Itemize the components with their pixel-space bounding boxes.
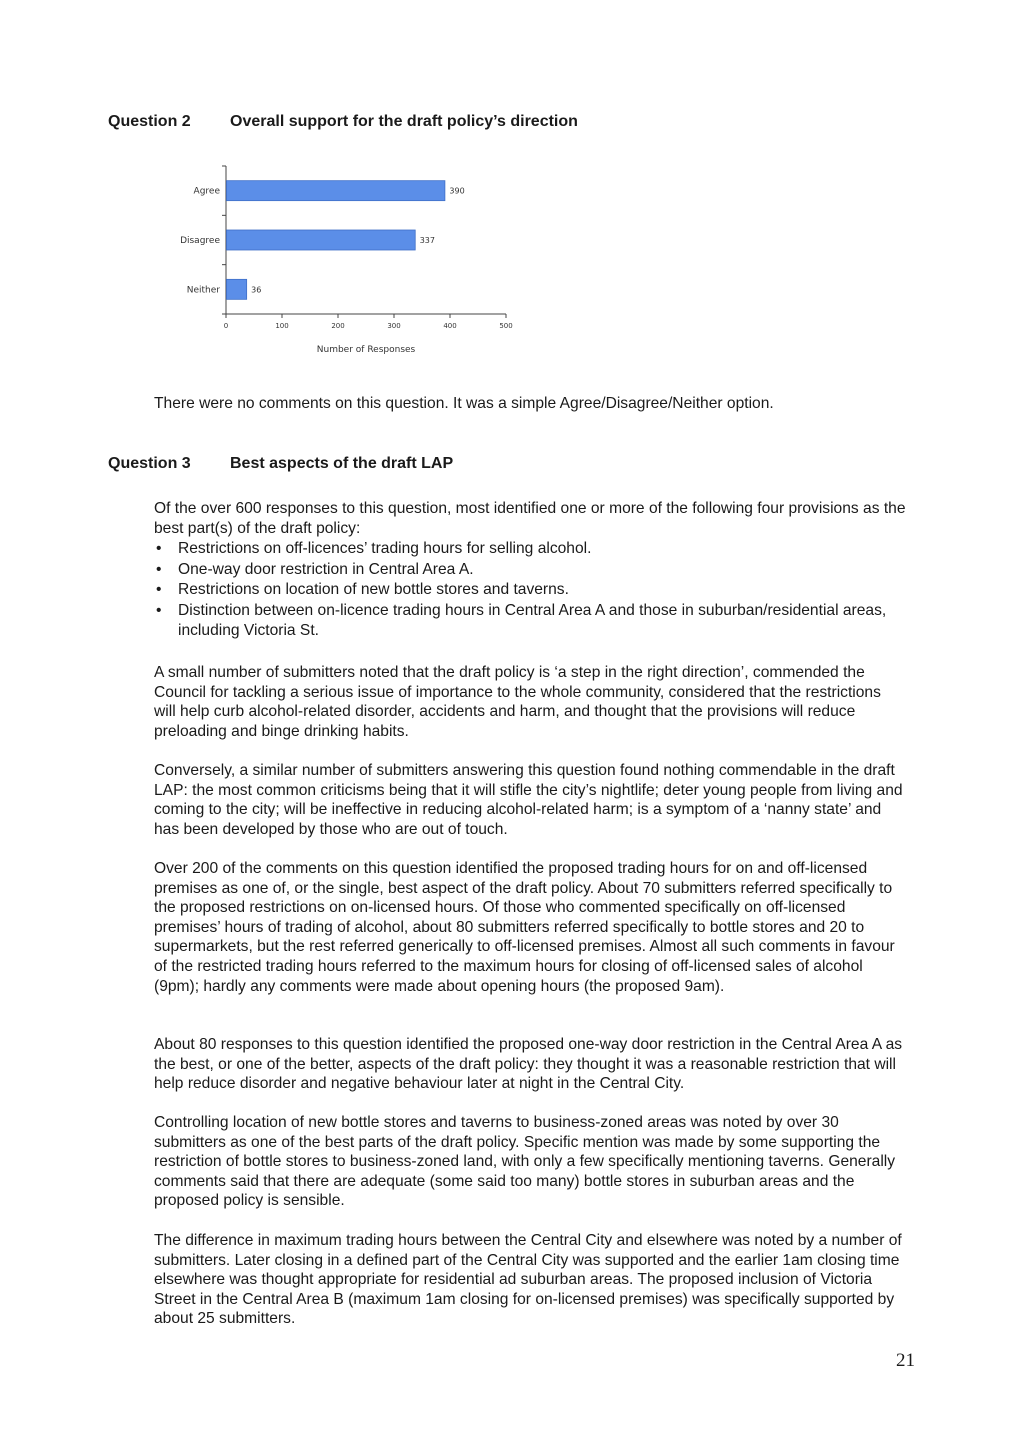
- paragraph-step-in-right-direction: A small number of submitters noted that the draft policy is ‘a step in the right direction’, commended the Council for tackling a serious issue of importance to the whole community, considered that the restrictions will help curb alcohol-related disorder, accidents and harm, and thought that the provisions will reduce preloading and binge drinking habits.: [154, 664, 881, 740]
- list-item: • One-way door restriction in Central Area A.: [154, 560, 906, 581]
- category-label: Disagree: [180, 236, 220, 246]
- x-axis-title: Number of Responses: [316, 345, 416, 355]
- bar: [227, 181, 445, 201]
- category-label: Agree: [193, 186, 220, 197]
- paragraph-trading-hours: Over 200 of the comments on this question identified the proposed trading hours for on and off-licensed premises as one of, or the single, best aspect of the draft policy. About 70 submitters referred specifically to the proposed restrictions on on-licensed hours. Of those who commented specifically on off-licensed premises’ hours of trading of alcohol, about 80 submitters referred specifically to bottle stores and 20 to supermarkets, but the rest referred generically to off-licensed premises. Almost all such comments in favour of the restricted trading hours referred to the maximum hours for closing of off-licensed sales of alcohol (9pm); hardly any comments were made about opening hours (the proposed 9am).: [154, 860, 895, 995]
- question-3-intro: Of the over 600 responses to this question, most identified one or more of the following four provisions as the best part(s) of the draft policy:: [154, 500, 906, 537]
- x-tick-label: 200: [331, 322, 345, 330]
- question-number: Question 3: [108, 455, 191, 472]
- x-tick-label: 500: [499, 322, 513, 330]
- bar: [227, 279, 247, 299]
- best-aspects-list: [154, 539, 906, 642]
- data-label: 390: [449, 186, 465, 196]
- x-tick-label: 0: [223, 322, 229, 330]
- bar: [227, 230, 416, 250]
- page-number: 21: [896, 1350, 915, 1371]
- category-label: Neither: [186, 285, 220, 296]
- x-tick-label: 100: [275, 322, 289, 330]
- x-tick-label: 400: [443, 322, 457, 330]
- question-2-comment: There were no comments on this question. It was a simple Agree/Disagree/Neither option.: [154, 395, 774, 412]
- question-title: Best aspects of the draft LAP: [230, 455, 454, 472]
- paragraph-criticisms: Conversely, a similar number of submitters answering this question found nothing commendable in the draft LAP: the most common criticisms being that it will stifle the city’s nightlife; deter young people from living and coming to the city; will be ineffective in reducing alcohol-related harm; is a symptom of a ‘nanny state’ and has been developed by those who are out of touch.: [154, 762, 903, 838]
- responses-bar-chart: [170, 160, 530, 360]
- list-item: • Restrictions on off-licences’ trading hours for selling alcohol.: [154, 539, 906, 560]
- data-label: 337: [419, 236, 436, 245]
- list-item: • Restrictions on location of new bottle stores and taverns.: [154, 580, 906, 601]
- paragraph-one-way-door: About 80 responses to this question identified the proposed one-way door restriction in the Central Area A as the best, or one of the better, aspects of the draft policy: they thought it was a reasonable restriction that will help reduce disorder and negative behaviour later at night in the Central City.: [154, 1036, 903, 1093]
- question-number: Question 2: [108, 113, 191, 130]
- list-item: • Distinction between on-licence trading hours in Central Area A and those in suburban/residential areas, including Victoria St.: [154, 601, 906, 642]
- paragraph-location-controls: Controlling location of new bottle stores and taverns to business-zoned areas was noted by over 30 submitters as one of the best parts of the draft policy. Specific mention was made by some supporting the restriction of bottle stores to business-zoned land, with only a few specifically mentioning taverns. Generally comments said that there are adequate (some said too many) bottle stores in suburban areas and the proposed policy is sensible.: [154, 1114, 896, 1210]
- data-label: 36: [251, 285, 262, 295]
- question-title: Overall support for the draft policy’s direction: [230, 113, 578, 130]
- paragraph-trading-hours-difference: The difference in maximum trading hours between the Central City and elsewhere was noted by a number of submitters. Later closing in a defined part of the Central City was supported and the earlier 1am closing time elsewhere was thought appropriate for residential ad suburban areas. The proposed inclusion of Victoria Street in the Central Area B (maximum 1am closing for on-licensed premises) was specifically supported by about 25 submitters.: [154, 1232, 902, 1328]
- x-tick-label: 300: [387, 322, 401, 330]
